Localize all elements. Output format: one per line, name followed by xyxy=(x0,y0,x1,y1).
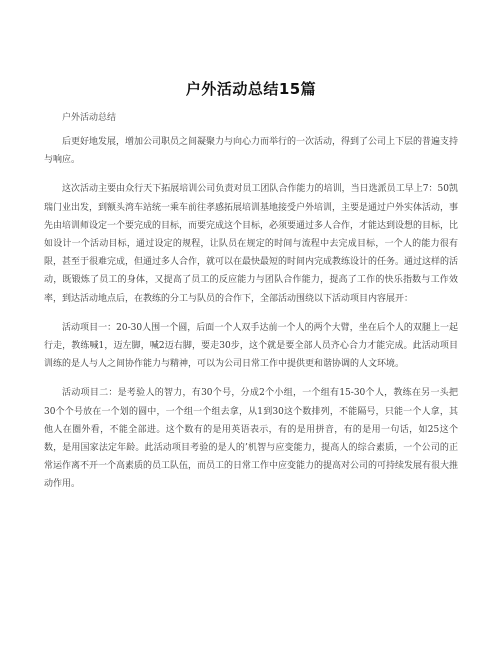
document-title: 户外活动总结15篇 xyxy=(185,80,317,98)
paragraph-activity-one: 活动项目一：20-30人围一个圆，后面一个人双手达前一个人的两个大臂，坐在后个人的双腿上一起行走，教练喊1，迈左脚，喊2迈右脚，要走30步，这个就是要全部人员齐心合力才能完成。此活动项目训练的是人与人之间协作能力与精神，可以为公司日常工作中提供更和谐协调的人文环境。 xyxy=(44,322,458,370)
document-subtitle: 户外活动总结 xyxy=(62,113,117,123)
paragraph-activity-two: 活动项目二：是考验人的智力，有30个号，分成2个小组，一个组有15-30个人，教练在另一头把30个个号放在一个划的圆中，一个组一个组去拿，从1到30这个数排列，不能隔号，只能一个人拿，其他人在圈外看，不能全部进。这个数有的是用英语表示，有的是用拼音，有的是用一句话，如25这个数，是用国家法定年龄。此活动项目考验的是人的’机智与应变能力，提高人的综合素质，一个公司的正常运作离不开一个高素质的员工队伍，而员工的日常工作中应变能力的提高对公司的可持续发展有很大推动作用。 xyxy=(44,388,459,490)
paragraph-intro: 后更好地发展，增加公司职员之间凝聚力与向心力而举行的一次活动，得到了公司上下层的普遍支持与响应。 xyxy=(44,137,459,166)
paragraph-overview: 这次活动主要由众行天下拓展培训公司负责对员工团队合作能力的培训，当日选派员工早上7：50凯瑞门业出发，到额头湾车站统一乘车前往孝感拓展培训基地接受户外培训，主要是通过户外实体活动，事先由培训师设定一个要完成的目标，而要完成这个目标，必须要通过多人合作，才能达到设想的目标，比如设计一个活动目标，通过设定的规程，让队员在规定的时间与流程中去完成目标，一个人的能力很有限，甚至于很难完成，但通过多人合作，就可以在最快最短的时间内完成教练设计的任务。通过这样的活动，既锻炼了员工的身体，又提高了员工的反应能力与团队合作能力，提高了工作的快乐指数与工作效率，到达活动地点后，在教练的分工与队员的合作下，全部活动围绕以下活动项目内容展开： xyxy=(44,184,459,304)
